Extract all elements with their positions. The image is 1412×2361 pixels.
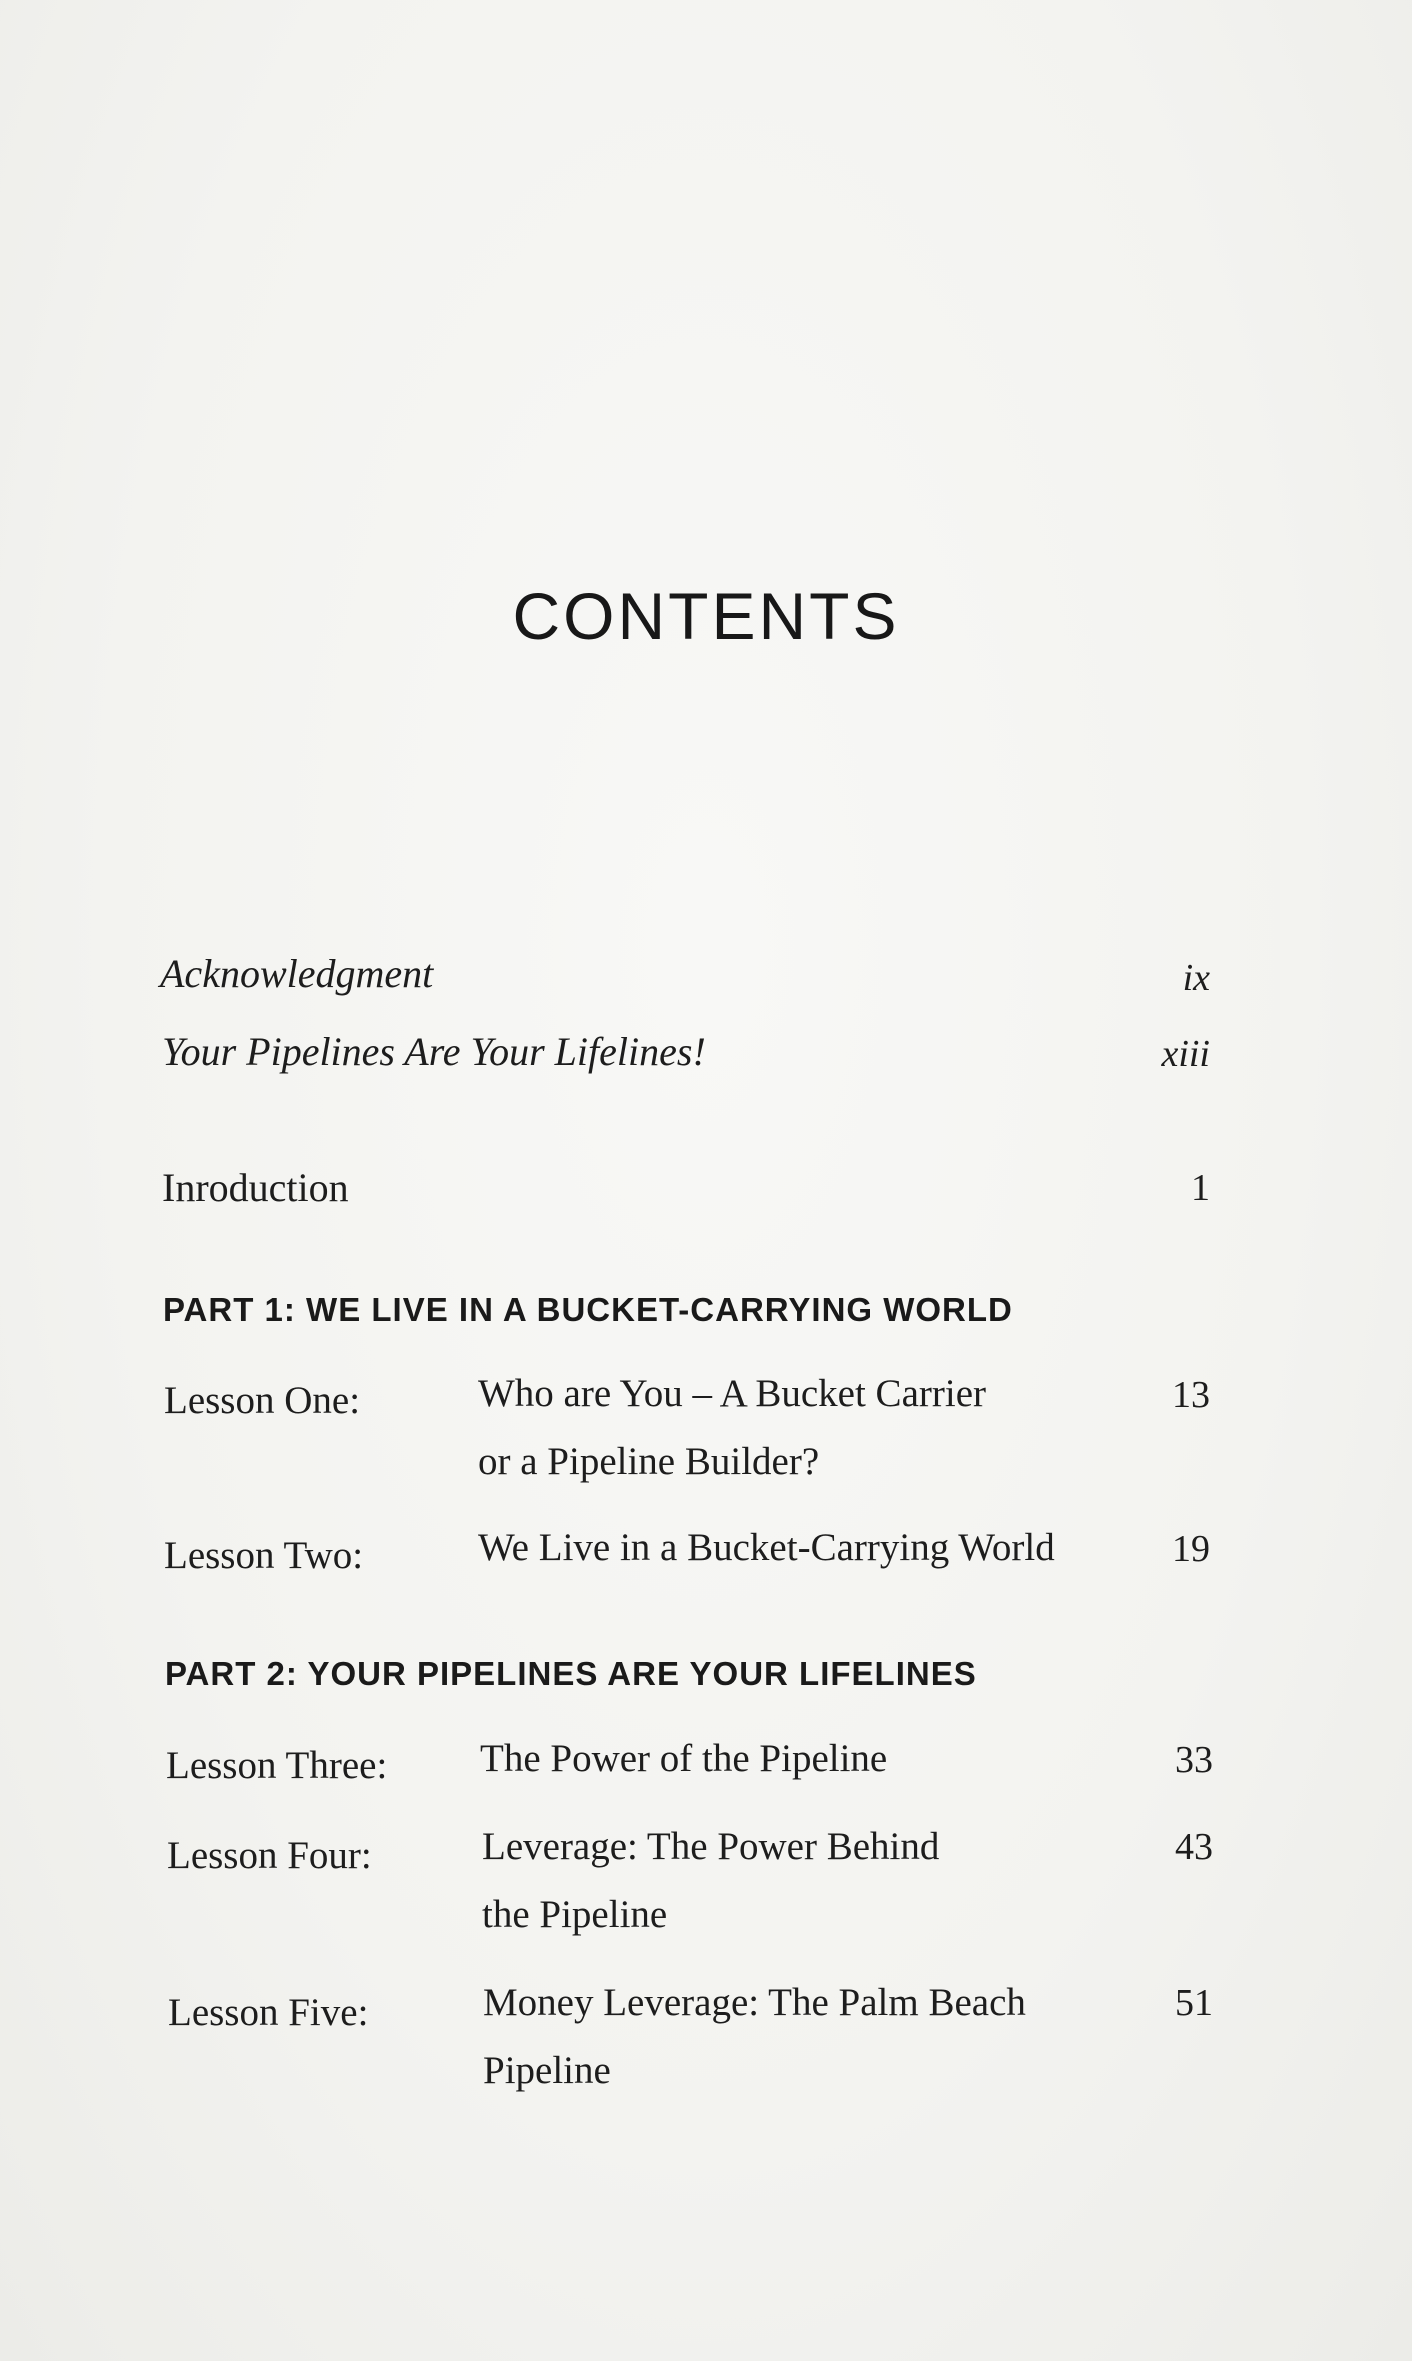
- lesson-two-page: 19: [1172, 1528, 1210, 1570]
- lesson-four-title-line-1: Leverage: The Power Behind: [482, 1825, 940, 1868]
- lesson-two-label: Lesson Two:: [164, 1534, 364, 1577]
- toc-page-introduction: 1: [1191, 1167, 1210, 1209]
- part-2-heading: PART 2: YOUR PIPELINES ARE YOUR LIFELINES: [165, 1655, 977, 1692]
- lesson-four-page: 43: [1175, 1826, 1213, 1868]
- lesson-four-title: [482, 1813, 1122, 1949]
- lesson-one-page: 13: [1172, 1374, 1210, 1416]
- lesson-four-title-line-2: the Pipeline: [482, 1893, 668, 1936]
- lesson-five-page: 51: [1175, 1982, 1213, 2024]
- lesson-three-page: 33: [1175, 1739, 1213, 1781]
- toc-entry-acknowledgment: Acknowledgment: [160, 951, 434, 996]
- lesson-two-title: We Live in a Bucket-Carrying World: [478, 1526, 1055, 1569]
- page-title: CONTENTS: [512, 579, 900, 653]
- lesson-one-title-line-2: or a Pipeline Builder?: [478, 1440, 820, 1483]
- lesson-five-label: Lesson Five:: [168, 1991, 369, 2034]
- lesson-five-title-line-2: Pipeline: [483, 2049, 611, 2092]
- lesson-five-title: [483, 1969, 1123, 2105]
- lesson-one-title-line-1: Who are You – A Bucket Carrier: [478, 1372, 986, 1415]
- lesson-one-title: [478, 1360, 1118, 1496]
- toc-entry-introduction: Inroduction: [162, 1165, 349, 1210]
- toc-page-acknowledgment: ix: [1182, 957, 1210, 999]
- toc-page-pipelines-lifelines: xiii: [1161, 1033, 1210, 1075]
- lesson-four-label: Lesson Four:: [167, 1834, 372, 1877]
- lesson-three-label: Lesson Three:: [166, 1744, 388, 1787]
- lesson-three-title: The Power of the Pipeline: [480, 1737, 888, 1780]
- part-1-heading: PART 1: WE LIVE IN A BUCKET-CARRYING WORLD: [163, 1291, 1013, 1328]
- lesson-five-title-line-1: Money Leverage: The Palm Beach: [483, 1981, 1026, 2024]
- lesson-one-label: Lesson One:: [164, 1379, 361, 1422]
- toc-entry-pipelines-lifelines: Your Pipelines Are Your Lifelines!: [162, 1029, 706, 1074]
